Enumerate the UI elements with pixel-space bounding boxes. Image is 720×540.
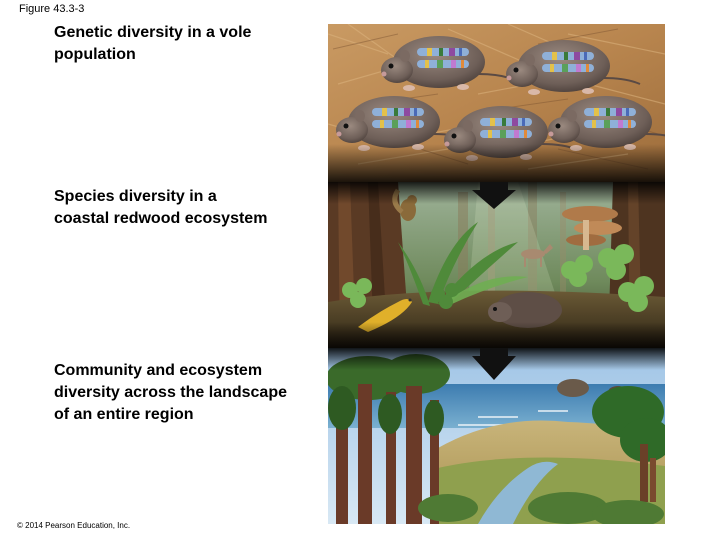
label-line: Species diversity in a [54, 188, 217, 205]
vole-population-image [328, 24, 665, 182]
redwood-ecosystem-image [328, 182, 665, 348]
label-line: of an entire region [54, 406, 194, 423]
genetic-diversity-label [54, 22, 251, 66]
label-line: diversity across the landscape [54, 384, 287, 401]
ecosystem-diversity-label [54, 360, 287, 426]
label-line: population [54, 46, 136, 63]
label-line: coastal redwood ecosystem [54, 210, 268, 227]
species-diversity-label [54, 186, 267, 230]
label-line: Community and ecosystem [54, 362, 263, 379]
figure-label: Figure 43.3-3 [19, 3, 85, 15]
label-line: Genetic diversity in a vole [54, 24, 252, 41]
landscape-image [328, 348, 665, 524]
copyright-notice: © 2014 Pearson Education, Inc. [17, 521, 131, 530]
